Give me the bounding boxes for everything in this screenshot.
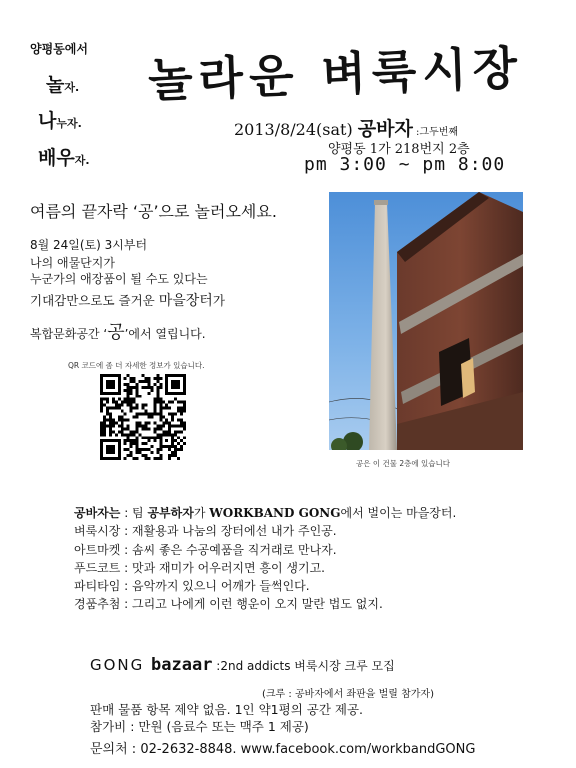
intro-line-5-post: ’에서 열립니다.	[124, 327, 206, 341]
intro-line-2: 나의 애물단지가	[30, 256, 115, 270]
contact-info: 문의처 : 02-2632-8848. www.facebook.com/workbandGONG	[90, 742, 476, 757]
sale-rule: 판매 물품 항목 제약 없음. 1인 약1평의 공간 제공.	[90, 702, 363, 717]
info-row-0-pre: : 팀	[120, 506, 148, 520]
qr-code-icon[interactable]	[100, 374, 186, 460]
bazaar-title-bazaar: bazaar	[151, 655, 213, 675]
participation-fee: 참가비 : 만원 (음료수 또는 맥주 1 제공)	[90, 719, 309, 734]
slogan-line-3	[38, 106, 82, 133]
intro-line-4	[30, 290, 225, 310]
page-title: 놀라운 벼룩시장	[147, 40, 525, 108]
slogan-line-4-small: 자.	[74, 154, 90, 167]
bazaar-title-rest: :2nd addicts 벼룩시장 크루 모집	[212, 659, 395, 673]
info-row-0-band: WORKBAND GONG	[209, 506, 341, 520]
info-row-0-post: 에서 벌이는 마을장터.	[340, 506, 457, 520]
slogan-line-3-small: 누자.	[56, 117, 82, 130]
info-row-0-team: 공부하자	[147, 506, 194, 520]
info-row-party-time: 파티타임 : 음악까지 있으니 어깨가 들썩인다.	[74, 579, 310, 593]
intro-line-1: 8월 24일(토) 3시부터	[30, 238, 148, 252]
building-photo	[329, 192, 523, 450]
info-row-food-court: 푸드코트 : 맛과 재미가 어우러지면 흥이 생기고.	[74, 561, 325, 575]
slogan-line-2	[46, 70, 79, 97]
bazaar-title	[90, 655, 395, 675]
event-time: pm 3:00 ~ pm 8:00	[304, 154, 506, 175]
info-row-0-mid: 가	[193, 506, 210, 520]
crew-note: (크루 : 공바자에서 좌판을 벌릴 참가자)	[262, 689, 434, 700]
intro-line-5	[30, 318, 206, 344]
intro-line-5-pre: 복합문화공간 ‘	[30, 327, 108, 341]
info-row-flea-market: 벼룩시장 : 재활용과 나눔의 장터에선 내가 주인공.	[74, 524, 337, 538]
slogan-line-1: 양평동에서	[30, 42, 88, 56]
event-date-text: 2013/8/24(sat)	[234, 120, 358, 139]
photo-caption: 공은 이 건물 2층에 있습니다	[356, 459, 451, 468]
event-address: 양평동 1가 218번지 2층	[328, 142, 470, 157]
event-date	[234, 114, 458, 141]
event-venue-subtitle: :그두번째	[412, 127, 459, 138]
slogan-line-2-big: 놀	[46, 74, 65, 96]
intro-line-3: 누군가의 애장품이 될 수도 있다는	[30, 272, 208, 286]
slogan-line-3-big: 나	[38, 110, 57, 132]
intro-line-4-pre: 기대감만으로도 즐거운	[30, 293, 159, 308]
qr-note: QR 코드에 좀 더 자세한 정보가 있습니다.	[68, 361, 205, 370]
event-venue-name: 공바자	[357, 118, 413, 140]
intro-line-5-emphasis: 공	[107, 322, 125, 343]
info-row-0-label: 공바자는	[74, 506, 121, 520]
info-row-gongbazaar	[74, 504, 456, 521]
info-row-art-market: 아트마켓 : 솜씨 좋은 수공예품을 직거래로 만나자.	[74, 543, 337, 557]
intro-line-4-post: 가	[212, 293, 225, 308]
bazaar-title-gong: GONG	[90, 656, 152, 674]
info-row-lucky-draw: 경품추첨 : 그리고 나에게 이런 행운이 오지 말란 법도 없지.	[74, 597, 383, 611]
intro-heading: 여름의 끝자락 ‘공’으로 놀러오세요.	[30, 202, 277, 221]
slogan-line-4-big: 배우	[38, 147, 75, 169]
slogan-line-4	[38, 143, 90, 170]
intro-line-4-emphasis: 마을장터	[158, 293, 213, 309]
slogan-line-2-small: 자.	[64, 81, 80, 94]
